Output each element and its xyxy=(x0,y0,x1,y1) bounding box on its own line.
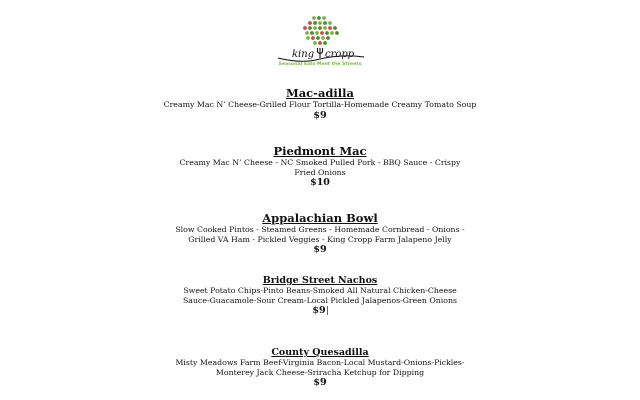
menu-item-title: Piedmont Mac xyxy=(273,144,367,158)
leaf-dot xyxy=(320,31,324,35)
leaf-dot xyxy=(323,21,327,25)
menu-item-description: Creamy Mac N’ Cheese - NC Smoked Pulled Pork - BBQ Sauce - Crispy Fried Onions xyxy=(179,158,461,177)
leaf-dot xyxy=(313,41,317,45)
menu-item-title: Bridge Street Nachos xyxy=(262,275,378,286)
leaf-dot xyxy=(305,31,309,35)
menu-item-price-text: $9 xyxy=(312,305,326,317)
tree-logo-icon xyxy=(272,10,368,70)
leaf-dot xyxy=(322,16,326,20)
leaf-dot xyxy=(333,26,337,30)
leaf-dot xyxy=(316,36,320,40)
svg-text:cropp: cropp xyxy=(325,49,355,60)
text-cursor xyxy=(327,306,328,315)
menu-item-description: Sweet Potato Chips-Pinto Beans-Smoked All Natural Chicken-Cheese Sauce-Guacamole-Sour Cream-Local Pickled Jalapenos-Green Onions xyxy=(182,286,458,305)
menu-item-piedmont-mac xyxy=(168,145,472,188)
leaf-dot xyxy=(311,36,315,40)
leaf-dot xyxy=(313,26,317,30)
menu-item-price: $9 xyxy=(313,109,327,121)
menu-item-title: County Quesadilla xyxy=(271,347,369,358)
menu-item-price xyxy=(180,305,460,316)
brand-tagline: Seasonal Eats Meet the Streets xyxy=(278,62,362,67)
menu-item-macadilla xyxy=(160,87,480,121)
menu-item-price: $10 xyxy=(310,177,330,189)
menu-item-description: Slow Cooked Pintos - Steamed Greens - Homemade Cornbread - Onions - Grilled VA Ham - Pickled Veggies - King Cropp Farm Jalapeno Jelly xyxy=(175,225,465,244)
menu-item-title: Appalachian Bowl xyxy=(262,211,378,225)
leaf-dot xyxy=(325,31,329,35)
leaf-dot xyxy=(315,31,319,35)
menu-item-bridge-street-nachos xyxy=(180,275,460,316)
leaf-dot xyxy=(308,26,312,30)
leaf-dot xyxy=(318,41,322,45)
svg-text:king: king xyxy=(292,49,315,60)
leaf-dot xyxy=(312,16,316,20)
leaf-dot xyxy=(335,31,339,35)
leaf-dot xyxy=(303,26,307,30)
leaf-dot xyxy=(317,16,321,20)
leaf-dot xyxy=(323,26,327,30)
leaf-dot xyxy=(310,31,314,35)
menu-item-description: Misty Meadows Farm Beef-Virginia Bacon-Local Mustard-Onions-Pickles-Monterey Jack Cheese-Sriracha Ketchup for Dipping xyxy=(175,358,465,377)
leaf-dot xyxy=(313,21,317,25)
leaf-dot xyxy=(306,36,310,40)
leaf-dot xyxy=(308,21,312,25)
leaf-dot xyxy=(321,36,325,40)
leaf-dot xyxy=(326,36,330,40)
menu-item-description: Creamy Mac N’ Cheese-Grilled Flour Tortilla-Homemade Creamy Tomato Soup xyxy=(163,100,477,109)
leaf-dot xyxy=(328,26,332,30)
menu-item-appalachian-bowl xyxy=(172,212,468,255)
menu-item-price: $9 xyxy=(313,377,327,389)
king-cropp-logo xyxy=(272,10,368,70)
leaf-dot xyxy=(318,21,322,25)
menu-item-price: $9 xyxy=(313,244,327,256)
leaf-dot xyxy=(318,26,322,30)
leaf-dot xyxy=(330,31,334,35)
menu-item-title: Mac-adilla xyxy=(285,86,354,100)
menu-item-county-quesadilla xyxy=(164,347,476,388)
leaf-dot xyxy=(323,41,327,45)
leaf-dot xyxy=(328,21,332,25)
